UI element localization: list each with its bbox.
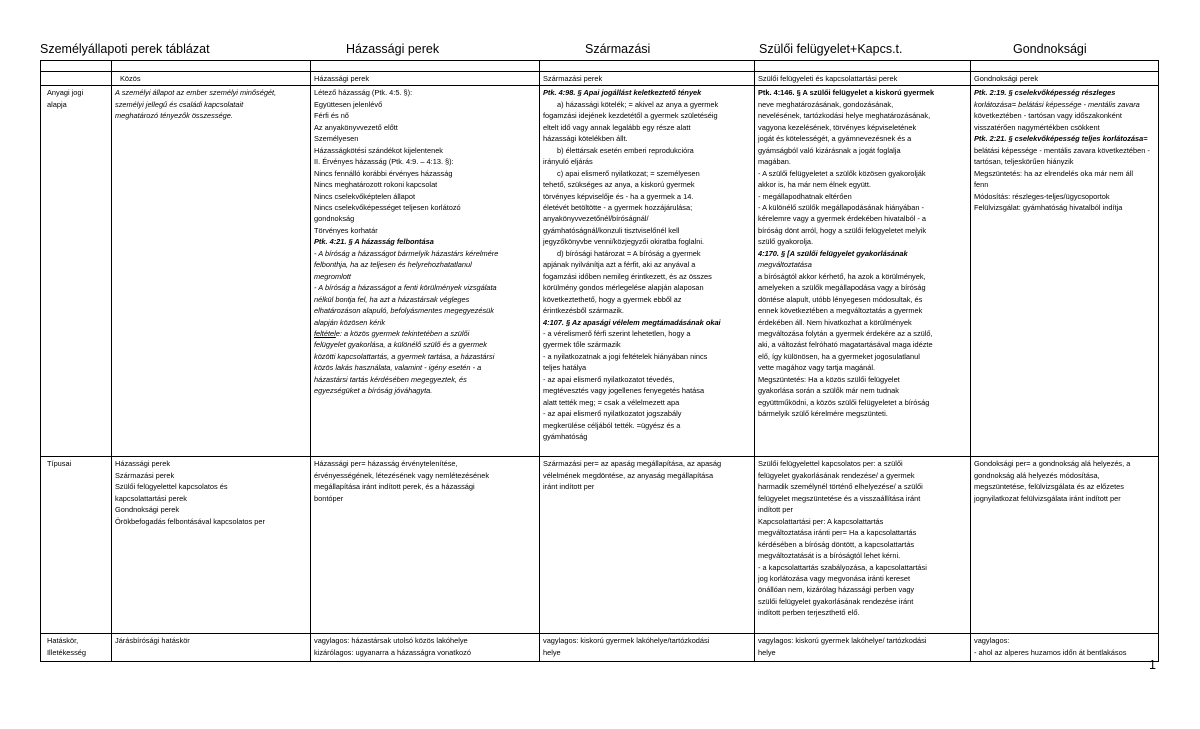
spacer-cell — [311, 61, 540, 72]
cell-line: Felülvizsgálat: gyámhatóság hivatalból indítja — [974, 202, 1123, 212]
row-label-line: Anyagi jogi — [47, 88, 84, 98]
cell-line: felügyelet gyakorlása, a különélő szülő és a gyermek — [314, 340, 487, 350]
cell-line: jognyilatkozat felülvizsgálata iránt indított per — [974, 493, 1121, 503]
cell-line: elhatározáson alapuló, befolyásmentes megegyezésük — [314, 306, 494, 316]
cell-line: - A különélő szülők megállapodásának hiányában - — [758, 202, 924, 212]
cell-line: feltétele: a közös gyermek tekintetében a szülői — [314, 328, 470, 338]
cell-line: következtethető, hogy a gyermek ebből az — [543, 294, 682, 304]
cell-line: vagylagos: kiskorú gyermek lakóhelye/ tartózkodási — [758, 636, 927, 646]
cell-line: tehető, szükséges az anya, a kiskorú gyermek — [543, 180, 695, 190]
cell-line: jog korlátozása vagy megvonása iránti kereset — [758, 573, 910, 583]
cell-line: Nincs cselekvőképességet teljesen korlátozó — [314, 202, 461, 212]
cell-line: fogamzási időben nemileg érintkezett, és az összes — [543, 271, 712, 281]
cell-line: megtévesztés vagy jogellenes fenyegetés hatása — [543, 386, 705, 396]
cell-line: egyezségüket a bíróság jóváhagyta. — [314, 386, 433, 396]
cell-line: nevelésének, tartózkodási helye meghatározásának, — [758, 111, 931, 121]
header-row — [41, 72, 1159, 86]
spacer-cell — [971, 61, 1159, 72]
cell-line: megváltoztatása — [758, 260, 812, 270]
cell-line: vagylagos: — [974, 636, 1010, 646]
cell-line: Házasságkötési szándékot kijelentenek — [314, 145, 444, 155]
cell-line: teljes hatálya — [543, 363, 587, 373]
cell-line: Megszüntetés: Ha a közös szülői felügyelet — [758, 374, 900, 384]
cell-line: Létező házasság (Ptk. 4:5. §): — [314, 88, 413, 98]
cell-line: - ahol az alperes huzamos időn át bentlakásos — [974, 647, 1127, 657]
cell-line: döntése alapult, utóbb lényegesen módosultak, és — [758, 294, 923, 304]
cell-line: Nincs meghatározott rokoni kapcsolat — [314, 180, 438, 190]
cell-line: Törvényes korhatár — [314, 225, 378, 235]
cell-line: megváltoztatását is a bíróságtól lehet kérni. — [758, 551, 901, 561]
cell-line: kérelemre vagy a gyermek érdekében hivatalból - a — [758, 214, 927, 224]
cell-line: nélkül bontja fel, ha azt a házastársak végleges — [314, 294, 470, 304]
cell-szarmazasi — [540, 634, 755, 662]
spacer-cell — [41, 61, 112, 72]
column-header-kozos: Közös — [112, 72, 311, 86]
cell-line: gondnokság — [314, 214, 355, 224]
cell-line: - a vérelismerő férfi szerint lehetetlen, hogy a — [543, 328, 691, 338]
cell-line: helye — [543, 647, 561, 657]
cell-line: következtében - tartósan vagy időszakonként — [974, 111, 1122, 121]
cell-szuloi — [755, 457, 971, 634]
cell-line: felügyelet gyakorlásának rendezése/ a gyermek — [758, 470, 915, 480]
cell-line: közös lakás használata, valamint - igény esetén - a — [314, 363, 482, 373]
cell-hazassagi — [311, 457, 540, 634]
column-header-szuloi: Szülői felügyeleti és kapcsolattartási perek — [755, 72, 971, 86]
cell-line: amelyeken a szülők megállapodása vagy a bíróság — [758, 283, 926, 293]
cell-line: neve meghatározásának, gondozásának, — [758, 99, 894, 109]
row-label-line: Típusai — [47, 459, 72, 469]
row-label — [41, 86, 112, 457]
cell-line: érintkezésből származik. — [543, 306, 624, 316]
cell-line: vagylagos: kiskorú gyermek lakóhelye/tartózkodási — [543, 636, 710, 646]
cell-line: belátási képessége - mentális zavara következtében - — [974, 145, 1150, 155]
cell-line: Szülői felügyelettel kapcsolatos és — [115, 482, 228, 492]
cell-line: korlátozása= belátási képessége - mentális zavara — [974, 99, 1140, 109]
cell-line: bíróság dönt arról, hogy a szülői felügyeletet melyik — [758, 225, 927, 235]
cell-line: közötti kapcsolattartás, a gyermek tartása, a házastársi — [314, 351, 495, 361]
cell-line: gyámhatóság — [543, 432, 588, 442]
cell-line: személyi jellegű és családi kapcsolatait — [115, 99, 244, 109]
cell-line: Ptk. 4:146. § A szülői felügyelet a kiskorú gyermek — [758, 88, 935, 98]
cell-line: Megszüntetés: ha az elrendelés oka már nem áll — [974, 168, 1133, 178]
cell-line: önállóan nem, kizárólag házassági perben vagy — [758, 585, 915, 595]
cell-line: Az anyakönyvvezető előtt — [314, 122, 398, 132]
spacer-row — [41, 61, 1159, 72]
document-title: Személyállapoti perek táblázat — [40, 42, 210, 56]
cell-szuloi — [755, 634, 971, 662]
cell-line: házastársi tartás kérdésében megegyeztek, és — [314, 374, 467, 384]
cell-line: Férfi és nő — [314, 111, 349, 121]
cell-line: kérdésében a bíróság döntött, a kapcsolattartás — [758, 539, 915, 549]
cell-line: vagyona kezelésének, törvényes képviseletének — [758, 122, 917, 132]
cell-line: aki, a változást felróható magatartásával maga idézte — [758, 340, 933, 350]
cell-line: házassági kötelékben állt. — [543, 134, 628, 144]
cell-line: alatt tették meg; = csak a vélelmezett apa — [543, 397, 680, 407]
cell-line: gyámhatóságnál/konzuli tisztviselőnél kell — [543, 225, 680, 235]
cell-line: vélelmének megdöntése, az anyaság megállapítása — [543, 470, 714, 480]
cell-line: törvényes képviselője és - ha a gyermek a 14. — [543, 191, 694, 201]
cell-szuloi — [755, 86, 971, 457]
page-number: 1 — [1149, 658, 1156, 672]
row-label — [41, 634, 112, 662]
cell-line: eltelt idő vagy annak legalább egy része alatt — [543, 122, 691, 132]
cell-line: Módosítás: részleges-teljes/ügycsoportok — [974, 191, 1110, 201]
row-label-line: alapja — [47, 99, 67, 109]
cell-line: körülmény gondos mérlegelése alapján alaposan — [543, 283, 704, 293]
cell-line: apjának nyilvánítja azt a férfit, aki az anyával a — [543, 260, 696, 270]
cell-line: - A bíróság a házasságot bármelyik házastárs kérelmére — [314, 248, 499, 258]
cell-line: bontóper — [314, 493, 344, 503]
cell-line: gondnokság alá helyezés módosítása, — [974, 470, 1100, 480]
column-header-hazassagi: Házassági perek — [311, 72, 540, 86]
cell-line: jegyzőkönyvbe venni/közjegyzői okiratba foglalni. — [543, 237, 705, 247]
cell-line: - a kapcsolattartás szabályozása, a kapcsolattartási — [758, 562, 927, 572]
cell-line: Nincs cselekvőképtelen állapot — [314, 191, 416, 201]
cell-hazassagi — [311, 634, 540, 662]
cell-line: érdekében áll. Nem hivatkozhat a körülmények — [758, 317, 912, 327]
row-label-line: Illetékesség — [47, 647, 87, 657]
cell-line: felbonthja, ha az teljesen és helyrehozhatatlanul — [314, 260, 472, 270]
cell-line: - a nyilatkozatnak a jogi feltételek hiányában nincs — [543, 351, 708, 361]
cell-line: elő, így különösen, ha a gyermeket jogosulatlanul — [758, 351, 920, 361]
cell-line: Ptk. 4:98. § Apai jogállást keletkeztető tények — [543, 88, 702, 98]
cell-line: II. Érvényes házasság (Ptk. 4:9. – 4:13. §): — [314, 157, 454, 167]
table-row — [41, 634, 1159, 662]
cell-line: Házassági perek — [115, 459, 171, 469]
cell-line: Járásbírósági hatáskör — [115, 636, 190, 646]
column-header-gondnoksagi: Gondnoksági perek — [971, 72, 1159, 86]
cell-line: irányuló eljárás — [543, 157, 593, 167]
cell-line: Ptk. 2:21. § cselekvőképesség teljes korlátozása= — [974, 134, 1148, 144]
cell-line: Örökbefogadás felbontásával kapcsolatos per — [115, 516, 265, 526]
cell-line: kapcsolattartási perek — [115, 493, 187, 503]
cell-line: szülői felügyelet gyakorlásának rendezése iránt — [758, 596, 914, 606]
cell-szarmazasi — [540, 86, 755, 457]
cell-line: 4:107. § Az apasági vélelem megtámadásának okai — [543, 317, 721, 327]
cell-hazassagi — [311, 86, 540, 457]
cell-line: iránt indított per — [543, 482, 595, 492]
cell-line: Együttesen jelenlévő — [314, 99, 383, 109]
cell-line: szülő gyakorolja. — [758, 237, 814, 247]
cell-kozos — [112, 86, 311, 457]
cell-line: megállapítása iránt indított perek, és a házassági — [314, 482, 475, 492]
cell-line: gyermek tőle származik — [543, 340, 621, 350]
cell-line: - A szülői felügyeletet a szülők közösen gyakorolják — [758, 168, 926, 178]
cell-line: a bíróságtól akkor kérhető, ha azok a körülmények, — [758, 271, 926, 281]
heading-szuloi: Szülői felügyelet+Kapcs.t. — [759, 42, 903, 56]
cell-line: 4:170. § [A szülői felügyelet gyakorlásának — [758, 248, 908, 258]
cell-line: fogamzási idejének kezdetétől a gyermek születéséig — [543, 111, 718, 121]
cell-line: megkerülése céljából tették. =ügyész és a — [543, 420, 681, 430]
cell-line: Származási perek — [115, 470, 175, 480]
cell-line: harmadik személynél történő elhelyezése/ a szülői — [758, 482, 923, 492]
cell-line: ennek következtében a megváltoztatás a gyermek — [758, 306, 923, 316]
cell-line: gyámságból való kizárásnak a jogát foglalja — [758, 145, 901, 155]
cell-line: Ptk. 4:21. § A házasság felbontása — [314, 237, 434, 247]
cell-line: d) bírósági határozat = A bíróság a gyermek — [557, 248, 701, 258]
summary-table — [40, 60, 1159, 662]
cell-line: Nincs fennálló korábbi érvényes házasság — [314, 168, 453, 178]
cell-line: c) apai elismerő nyilatkozat; = személyesen — [557, 168, 700, 178]
row-label — [41, 457, 112, 634]
cell-line: akkor is, ha már nem élnek együtt. — [758, 180, 871, 190]
cell-line: életévét betöltötte - a gyermek hozzájárulása; — [543, 202, 693, 212]
heading-szarmazasi: Származási — [585, 42, 651, 56]
cell-line: Szülői felügyelettel kapcsolatos per: a szülői — [758, 459, 903, 469]
cell-line: meghatározó tényezők összessége. — [115, 111, 233, 121]
cell-line: a) házassági kötelék; = akivel az anya a gyermek — [557, 99, 719, 109]
cell-szarmazasi — [540, 457, 755, 634]
table-row — [41, 86, 1159, 457]
cell-line: anyakönyvvezetőnél/bíróságnál/ — [543, 214, 649, 224]
cell-line: Személyesen — [314, 134, 359, 144]
cell-line: visszatérően nagymértékben csökkent — [974, 122, 1100, 132]
cell-line: Házassági per= házasság érvénytelenítése, — [314, 459, 458, 469]
table-row — [41, 457, 1159, 634]
cell-line: érvényességének, létezésének vagy nemlétezésének — [314, 470, 490, 480]
cell-line: A személyi állapot az ember személyi minőségét, — [115, 88, 277, 98]
cell-line: bármelyik szülő kérelmére megszünteti. — [758, 409, 888, 419]
cell-kozos — [112, 634, 311, 662]
cell-line: kizárólagos: ugyanarra a házasságra vonatkozó — [314, 647, 471, 657]
spacer-cell — [540, 61, 755, 72]
cell-line: felügyelet megszüntetése és a visszaállítása iránt — [758, 493, 921, 503]
cell-line: Gondoksági per= a gondnokság alá helyezés, a — [974, 459, 1131, 469]
cell-line: jogát és kötelességét, a gyámnevezésnek és a — [758, 134, 912, 144]
cell-line: vette magához vagy tartja magánál. — [758, 363, 876, 373]
cell-line: Származási per= az apaság megállapítása, az apaság — [543, 459, 722, 469]
page-header — [0, 42, 1200, 62]
cell-line: Ptk. 2:19. § cselekvőképesség részleges — [974, 88, 1116, 98]
heading-gondnoksagi: Gondnoksági — [1013, 42, 1087, 56]
cell-line: fenn — [974, 180, 989, 190]
cell-line: tartósan, teljeskörűen hiányzik — [974, 157, 1074, 167]
cell-line: vagylagos: házastársak utolsó közös lakóhelye — [314, 636, 468, 646]
cell-line: b) élettársak esetén emberi reprodukcióra — [557, 145, 694, 155]
cell-line: megszüntetése, felülvizsgálata és az előzetes — [974, 482, 1124, 492]
cell-line: gyakorlása során a szülők már nem tudnak — [758, 386, 899, 396]
cell-line: alapján közösen kérik — [314, 317, 386, 327]
heading-hazassagi: Házassági perek — [346, 42, 440, 56]
cell-line: - A bíróság a házasságot a fenti körülmények vizsgálata — [314, 283, 497, 293]
cell-line: Kapcsolattartási per: A kapcsolattartás — [758, 516, 884, 526]
cell-line: Gondnoksági perek — [115, 505, 180, 515]
cell-line: megváltozása folytán a gyermek érdekére az a szülő, — [758, 328, 933, 338]
cell-line: - az apai elismerő nyilatkozatot jogszabály — [543, 409, 682, 419]
cell-line: megváltoztatása iránti per= Ha a kapcsolattartás — [758, 528, 917, 538]
cell-line: megromlott — [314, 271, 351, 281]
column-header-szarmazasi: Származási perek — [540, 72, 755, 86]
cell-kozos — [112, 457, 311, 634]
cell-gondnoksagi — [971, 86, 1159, 457]
corner-cell — [41, 72, 112, 86]
cell-line: - megállapodhatnak eltérően — [758, 191, 852, 201]
cell-line: indított per — [758, 505, 793, 515]
cell-line: helye — [758, 647, 776, 657]
cell-line: magában. — [758, 157, 791, 167]
spacer-cell — [112, 61, 311, 72]
cell-line: indított perben terjeszthető elő. — [758, 608, 860, 618]
cell-line: együttműködni, a közös szülői felügyeletet a bíróság — [758, 397, 930, 407]
row-label-line: Hatáskör, — [47, 636, 79, 646]
cell-gondnoksagi — [971, 457, 1159, 634]
spacer-cell — [755, 61, 971, 72]
cell-gondnoksagi — [971, 634, 1159, 662]
cell-line: - az apai elismerő nyilatkozatot tévedés, — [543, 374, 675, 384]
